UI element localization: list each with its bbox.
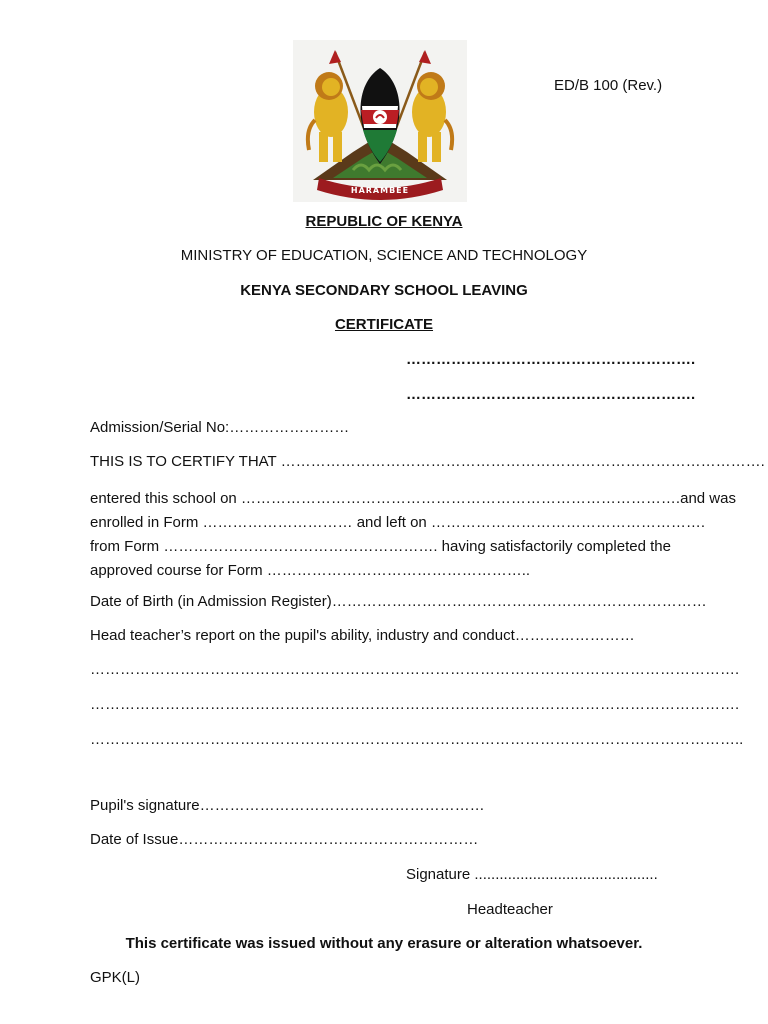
certify-that-field: THIS IS TO CERTIFY THAT …………………………………………………………………………………….: [90, 453, 765, 470]
coat-of-arms: [293, 40, 467, 202]
report-dotted-line: …………………………………………………………………………………………………………………..: [90, 731, 744, 748]
and-was-text: and was: [680, 490, 736, 507]
report-dotted-line: ………………………………………………………………………………………………………………….: [90, 661, 740, 678]
school-address-line: ………………………………………………….: [406, 386, 696, 403]
entered-school-line: [90, 487, 736, 511]
school-name-line: ………………………………………………….: [406, 351, 696, 368]
motto-text: HARAMBEE: [350, 186, 410, 195]
headteacher-label: Headteacher: [467, 901, 553, 918]
approved-course-field: approved course for Form ……………………………………………..: [90, 562, 531, 579]
headteacher-report-field: Head teacher’s report on the pupil's ability, industry and conduct……………………: [90, 627, 635, 644]
coat-of-arms-icon: [293, 40, 467, 202]
enrolment-paragraph: [90, 487, 736, 583]
certificate-title-line2: CERTIFICATE: [334, 316, 434, 333]
ministry-heading: MINISTRY OF EDUCATION, SCIENCE AND TECHNOLOGY: [180, 247, 588, 264]
certificate-title-line1: KENYA SECONDARY SCHOOL LEAVING: [240, 282, 528, 299]
pupil-signature-field: Pupil's signature…………………………………………………: [90, 797, 485, 814]
form-code: ED/B 100 (Rev.): [554, 77, 663, 94]
admission-serial-field: Admission/Serial No:……………………: [90, 419, 350, 436]
printer-code: GPK(L): [90, 969, 141, 986]
erasure-notice: This certificate was issued without any erasure or alteration whatsoever.: [125, 935, 643, 952]
republic-heading: REPUBLIC OF KENYA: [305, 213, 463, 230]
report-dotted-line: ………………………………………………………………………………………………………………….: [90, 696, 740, 713]
entered-school-field: entered this school on …………………………………………………………………………….: [90, 490, 681, 507]
enrolled-left-field: enrolled in Form ………………………… and left on ……………………………………………….: [90, 514, 706, 531]
from-form-field: from Form ………………………………………………. having satisfactorily completed the: [90, 538, 671, 555]
date-of-issue-field: Date of Issue……………………………………………………: [90, 831, 479, 848]
headteacher-signature-field: Signature ............................................: [406, 866, 658, 883]
date-of-birth-field: Date of Birth (in Admission Register)…………………………………………………………………: [90, 593, 707, 610]
